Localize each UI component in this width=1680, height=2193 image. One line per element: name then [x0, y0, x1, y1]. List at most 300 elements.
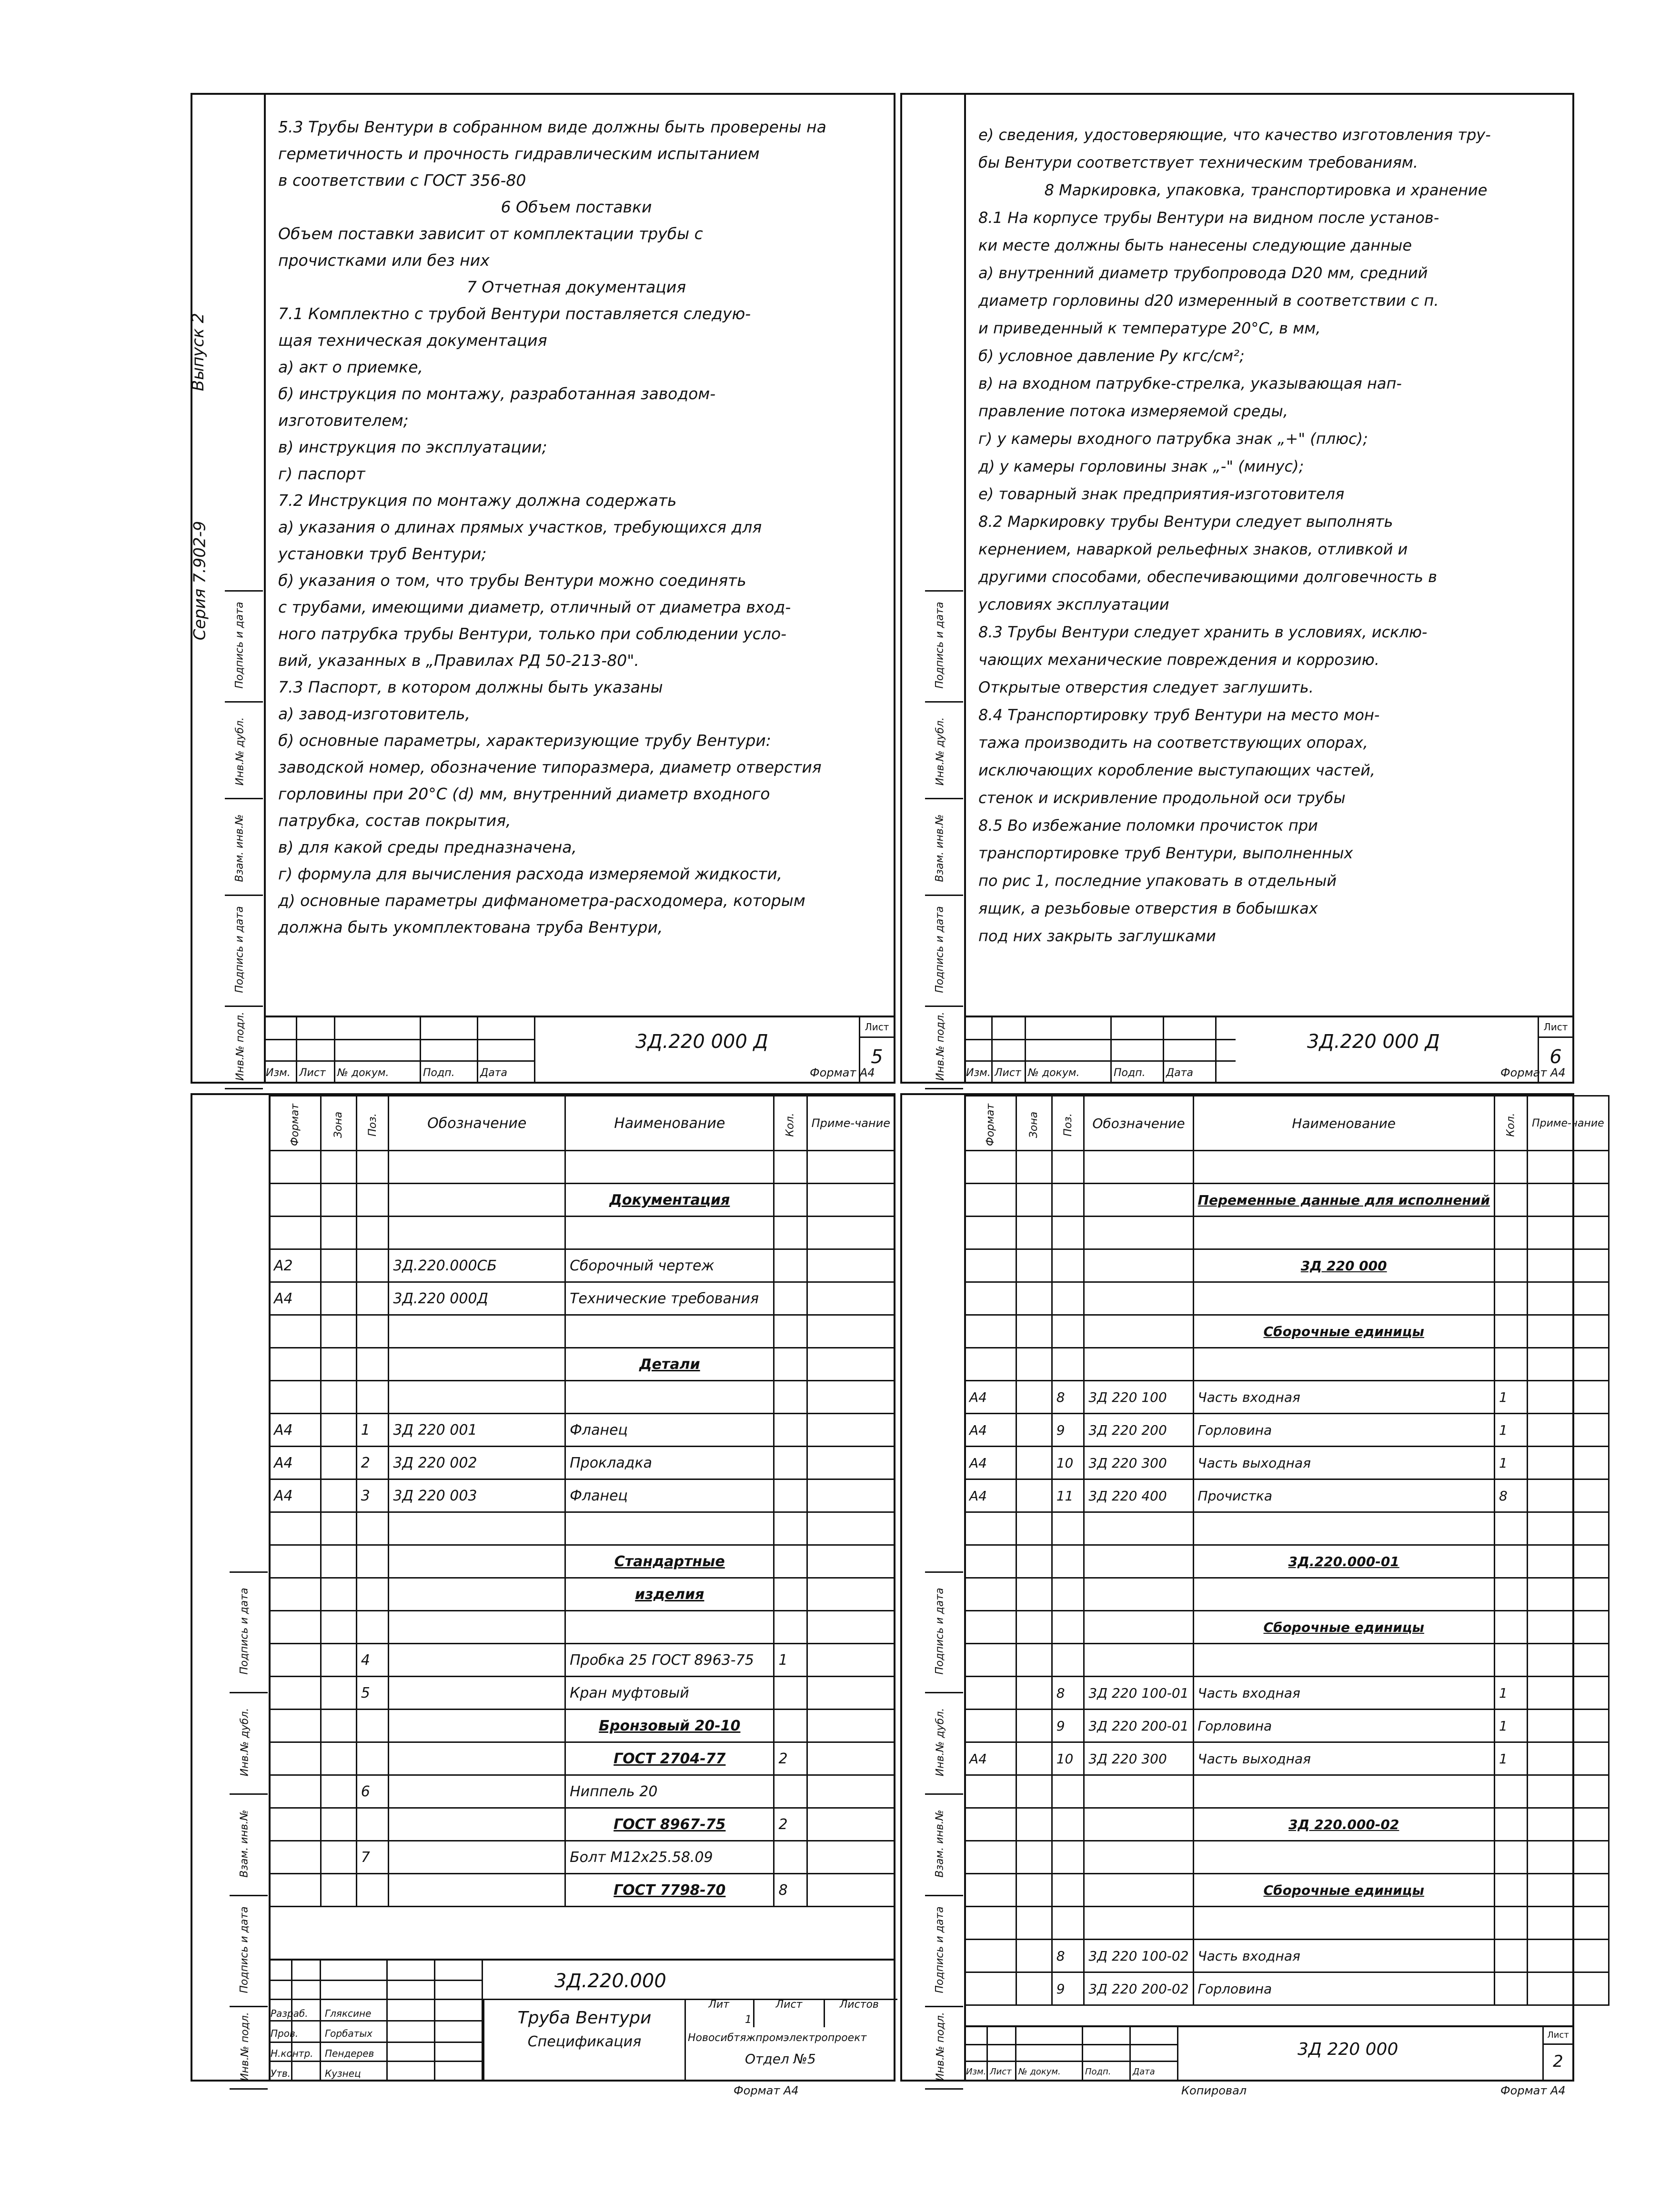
table-cell [321, 1677, 356, 1710]
table-cell [1193, 1907, 1494, 1940]
table-cell [965, 1972, 1016, 2005]
stamp-names [325, 2003, 374, 2083]
col-format: Формат [270, 1096, 321, 1151]
table-cell [1016, 1940, 1052, 1972]
stamp-col: № докум. [1028, 1067, 1080, 1079]
signer: Горбатых [325, 2028, 372, 2039]
table-cell: 8 [774, 1874, 807, 1907]
table-cell [321, 1414, 356, 1447]
table-cell [1494, 1972, 1527, 2005]
table-cell [1016, 1217, 1052, 1249]
table-cell [1193, 1841, 1494, 1874]
table-cell [807, 1447, 895, 1479]
sheet-box [1542, 2027, 1572, 2080]
strip-label: Инв.№ подл. [234, 1012, 246, 1081]
table-cell [321, 1710, 356, 1742]
table-cell [965, 1184, 1016, 1217]
table-cell [356, 1381, 389, 1414]
section-heading: 6 Объем поставки [501, 198, 652, 216]
document-code: 3Д.220.000 [554, 1970, 666, 1992]
table-cell [565, 1315, 774, 1348]
table-cell [321, 1184, 356, 1217]
text-line: 7.2 Инструкция по монтажу должна содержать [278, 491, 677, 510]
table-cell [1528, 1972, 1609, 2005]
table-cell [807, 1841, 895, 1874]
table-cell [1528, 1808, 1609, 1841]
page-5-text [278, 114, 875, 941]
table-cell [1494, 1348, 1527, 1381]
table-row [270, 1151, 895, 1184]
col-name: Наименование [1193, 1096, 1494, 1151]
table-row [965, 1479, 1609, 1512]
text-line: заводской номер, обозначение типоразмера, диаметр отверстия [278, 758, 822, 776]
table-cell [270, 1184, 321, 1217]
table-cell [1052, 1578, 1084, 1611]
table-cell [321, 1315, 356, 1348]
table-cell [1052, 1348, 1084, 1381]
table-cell: 11 [1052, 1479, 1084, 1512]
table-cell [1016, 1414, 1052, 1447]
col-format: Формат [965, 1096, 1016, 1151]
table-cell: 1 [1494, 1710, 1527, 1742]
table-cell: 8 [1494, 1479, 1527, 1512]
table-cell [321, 1742, 356, 1775]
table-cell [965, 1545, 1016, 1578]
table-cell [807, 1282, 895, 1315]
page-5-title-block [264, 1016, 894, 1082]
table-cell [1193, 1217, 1494, 1249]
text-line: транспортировке труб Вентури, выполненных [978, 844, 1353, 862]
table-cell [389, 1710, 565, 1742]
sheets-label: Листов [839, 1999, 879, 2011]
table-cell [356, 1217, 389, 1249]
table-cell [965, 1611, 1016, 1644]
table-cell [321, 1217, 356, 1249]
table-cell [270, 1348, 321, 1381]
sheet-number: 5 [871, 1046, 883, 1068]
signer: Пендерев [325, 2048, 374, 2059]
text-line: е) сведения, удостоверяющие, что качество изготовления тру- [978, 126, 1491, 144]
table-row [270, 1315, 895, 1348]
table-cell: 9 [1052, 1972, 1084, 2005]
table-cell [1528, 1414, 1609, 1447]
table-cell [270, 1841, 321, 1874]
page-6-title-block [964, 1016, 1572, 1082]
strip-label: Подпись и дата [934, 602, 946, 689]
table-cell [321, 1282, 356, 1315]
text-line: условиях эксплуатации [978, 595, 1169, 614]
role: Пров. [271, 2028, 299, 2039]
product-subtitle: Спецификация [527, 2033, 642, 2050]
table-row [965, 1808, 1609, 1841]
spec-1-table [269, 1095, 895, 1907]
stamp-col: Дата [1133, 2067, 1155, 2077]
table-cell [1528, 1447, 1609, 1479]
table-cell: 9 [1052, 1710, 1084, 1742]
table-cell [1084, 1808, 1193, 1841]
table-cell [270, 1545, 321, 1578]
table-cell [1528, 1578, 1609, 1611]
table-cell: Технические требования [565, 1282, 774, 1315]
table-row [270, 1282, 895, 1315]
table-cell: Переменные данные для исполнений [1193, 1184, 1494, 1217]
text-line: с трубами, имеющими диаметр, отличный от диаметра вход- [278, 598, 791, 616]
table-cell [565, 1611, 774, 1644]
table-cell [1193, 1151, 1494, 1184]
table-cell: Сборочные единицы [1193, 1874, 1494, 1907]
stamp-roles [271, 2003, 313, 2083]
table-cell [965, 1677, 1016, 1710]
strip-label: Инв.№ дубл. [934, 1708, 946, 1777]
text-line: и приведенный к температуре 20°С, в мм, [978, 319, 1321, 337]
col-designation: Обозначение [389, 1096, 565, 1151]
table-cell [389, 1775, 565, 1808]
table-cell [965, 1644, 1016, 1677]
table-row [270, 1808, 895, 1841]
text-line: Открытые отверстия следует заглушить. [978, 678, 1314, 696]
table-cell [1528, 1315, 1609, 1348]
spec-sheet-1 [191, 1093, 895, 2082]
text-line: в) для какой среды предназначена, [278, 838, 577, 856]
table-cell [1052, 1282, 1084, 1315]
table-row [270, 1414, 895, 1447]
text-line: б) инструкция по монтажу, разработанная заводом- [278, 384, 716, 403]
table-cell [389, 1545, 565, 1578]
table-cell [1494, 1315, 1527, 1348]
table-cell: Кран муфтовый [565, 1677, 774, 1710]
table-cell [321, 1644, 356, 1677]
table-cell: Часть выходная [1193, 1742, 1494, 1775]
copied-label: Копировал [1181, 2084, 1247, 2097]
table-cell [1528, 1874, 1609, 1907]
organization: Новосибтяжпромэлектропроект [688, 2032, 867, 2044]
table-cell [807, 1742, 895, 1775]
table-cell [389, 1217, 565, 1249]
table-cell [321, 1545, 356, 1578]
table-cell [356, 1742, 389, 1775]
table-cell [774, 1775, 807, 1808]
product-title-box [483, 1999, 686, 2080]
table-cell [807, 1381, 895, 1414]
table-cell [1193, 1775, 1494, 1808]
role: Н.контр. [271, 2048, 313, 2059]
table-cell [774, 1184, 807, 1217]
text-line: а) указания о длинах прямых участков, требующихся для [278, 518, 762, 536]
text-line: е) товарный знак предприятия-изготовителя [978, 485, 1345, 503]
stamp-col: Дата [480, 1067, 507, 1079]
page-5-approval-strip [225, 590, 263, 1087]
table-cell: 3Д 220 001 [389, 1414, 565, 1447]
table-cell: изделия [565, 1578, 774, 1611]
table-cell [1494, 1184, 1527, 1217]
table-cell [807, 1512, 895, 1545]
table-cell: 9 [1052, 1414, 1084, 1447]
table-row [270, 1249, 895, 1282]
strip-label: Инв.№ подл. [934, 1012, 946, 1081]
stamp-col: Лист [995, 1067, 1021, 1079]
table-cell: 1 [1494, 1742, 1527, 1775]
table-cell [356, 1282, 389, 1315]
table-cell [774, 1710, 807, 1742]
table-cell: 3Д 220 003 [389, 1479, 565, 1512]
table-cell [1052, 1315, 1084, 1348]
spec-2-approval-strip [925, 1571, 963, 2085]
table-cell: Прочистка [1193, 1479, 1494, 1512]
series-label: Серия 7.902-9 [190, 521, 210, 641]
text-line: кернением, наваркой рельефных знаков, отливкой и [978, 540, 1408, 558]
table-row [965, 1710, 1609, 1742]
page-6 [900, 93, 1574, 1084]
table-row [270, 1611, 895, 1644]
table-cell [965, 1710, 1016, 1742]
table-cell [1052, 1808, 1084, 1841]
table-cell: 1 [1494, 1447, 1527, 1479]
table-cell: Сборочные единицы [1193, 1315, 1494, 1348]
table-cell [1084, 1775, 1193, 1808]
table-cell: А4 [270, 1282, 321, 1315]
table-cell: ГОСТ 2704-77 [565, 1742, 774, 1775]
table-row [965, 1447, 1609, 1479]
table-cell [1528, 1381, 1609, 1414]
table-cell [1528, 1348, 1609, 1381]
table-cell: 6 [356, 1775, 389, 1808]
table-cell [965, 1808, 1016, 1841]
table-cell [965, 1578, 1016, 1611]
table-cell [965, 1217, 1016, 1249]
table-cell: 1 [1494, 1677, 1527, 1710]
table-cell [321, 1841, 356, 1874]
table-row [270, 1874, 895, 1907]
table-cell [774, 1512, 807, 1545]
table-cell [1016, 1972, 1052, 2005]
text-line: другими способами, обеспечивающими долговечность в [978, 568, 1437, 586]
table-row [965, 1512, 1609, 1545]
table-cell [1016, 1808, 1052, 1841]
table-cell [356, 1578, 389, 1611]
table-row [965, 1414, 1609, 1447]
table-row [965, 1841, 1609, 1874]
table-cell [965, 1874, 1016, 1907]
table-cell [270, 1644, 321, 1677]
stamp-col: Изм. [966, 2067, 986, 2077]
table-cell [1084, 1841, 1193, 1874]
table-row [270, 1447, 895, 1479]
text-line: установки труб Вентури; [278, 544, 487, 563]
table-cell: 3Д.220 000Д [389, 1282, 565, 1315]
table-row [270, 1841, 895, 1874]
table-cell: А4 [965, 1479, 1016, 1512]
col-note: Приме-чание [807, 1096, 895, 1151]
table-cell [321, 1381, 356, 1414]
text-line: ящик, а резьбовые отверстия в бобышках [978, 899, 1318, 917]
table-cell: 10 [1052, 1742, 1084, 1775]
text-line: г) формула для вычисления расхода измеряемой жидкости, [278, 865, 783, 883]
table-cell: 3Д 220 100-01 [1084, 1677, 1193, 1710]
table-row [270, 1479, 895, 1512]
table-cell [1016, 1742, 1052, 1775]
text-line: герметичность и прочность гидравлическим испытанием [278, 144, 760, 163]
table-cell [1528, 1677, 1609, 1710]
table-cell [1052, 1611, 1084, 1644]
table-cell: 3Д.220.000СБ [389, 1249, 565, 1282]
table-cell: Сборочные единицы [1193, 1611, 1494, 1644]
table-cell [774, 1611, 807, 1644]
table-cell [774, 1381, 807, 1414]
table-cell [807, 1710, 895, 1742]
strip-label: Подпись и дата [934, 906, 946, 993]
table-cell [1494, 1217, 1527, 1249]
table-cell [1494, 1775, 1527, 1808]
table-cell [965, 1907, 1016, 1940]
strip-label: Взам. инв.№ [238, 1810, 251, 1878]
table-cell [1052, 1151, 1084, 1184]
table-cell [1084, 1874, 1193, 1907]
table-cell [807, 1808, 895, 1841]
table-cell [1016, 1677, 1052, 1710]
table-cell [1016, 1644, 1052, 1677]
text-line: 7.1 Комплектно с трубой Вентури поставляется следую- [278, 304, 751, 323]
section-heading: 7 Отчетная документация [466, 278, 686, 296]
table-cell [807, 1348, 895, 1381]
col-pos: Поз. [356, 1096, 389, 1151]
table-cell [356, 1184, 389, 1217]
table-cell [807, 1414, 895, 1447]
table-row [965, 1578, 1609, 1611]
page-6-margin [902, 95, 966, 1082]
text-line: тажа производить на соответствующих опорах, [978, 734, 1368, 752]
table-cell [1016, 1184, 1052, 1217]
table-cell [321, 1775, 356, 1808]
table-cell [1528, 1611, 1609, 1644]
table-cell [1016, 1841, 1052, 1874]
table-row [965, 1184, 1609, 1217]
table-cell [389, 1381, 565, 1414]
stamp-col: Изм. [266, 1067, 291, 1079]
table-cell [1016, 1545, 1052, 1578]
section-heading: 8 Маркировка, упаковка, транспортировка и хранение [1044, 181, 1488, 199]
table-cell [321, 1151, 356, 1184]
table-cell [1494, 1545, 1527, 1578]
sheet-number: 1 [745, 2014, 752, 2026]
table-cell [565, 1151, 774, 1184]
table-cell [356, 1151, 389, 1184]
strip-label: Подпись и дата [233, 906, 246, 993]
spec-1-title-block [269, 1959, 894, 2080]
table-cell [270, 1381, 321, 1414]
text-line: а) акт о приемке, [278, 358, 423, 376]
text-line: в) на входном патрубке-стрелка, указывающая нап- [978, 374, 1402, 392]
table-cell [774, 1447, 807, 1479]
sheet-number: 6 [1549, 1046, 1562, 1068]
table-cell [965, 1775, 1016, 1808]
table-cell: ГОСТ 7798-70 [565, 1874, 774, 1907]
stamp-col: № докум. [1018, 2067, 1061, 2077]
table-cell [389, 1578, 565, 1611]
table-cell [965, 1315, 1016, 1348]
table-cell [1016, 1578, 1052, 1611]
signer: Гляксине [325, 2008, 372, 2019]
table-cell [270, 1710, 321, 1742]
table-cell [1494, 1940, 1527, 1972]
table-cell: А4 [965, 1742, 1016, 1775]
table-row [270, 1742, 895, 1775]
format-label: Формат А4 [1500, 2084, 1566, 2097]
spec-2-title-block [964, 2025, 1572, 2080]
table-cell [1016, 1249, 1052, 1282]
table-cell: Документация [565, 1184, 774, 1217]
table-cell [1084, 1907, 1193, 1940]
table-cell: А4 [965, 1447, 1016, 1479]
table-cell [1494, 1578, 1527, 1611]
table-cell: Часть входная [1193, 1677, 1494, 1710]
sheet-label: Лист [754, 1999, 825, 2027]
table-cell [965, 1282, 1016, 1315]
table-cell [1084, 1644, 1193, 1677]
strip-label: Взам. инв.№ [233, 814, 246, 882]
table-cell [389, 1512, 565, 1545]
sheet-label: Лист [860, 1017, 894, 1038]
table-cell [321, 1249, 356, 1282]
table-cell [1528, 1775, 1609, 1808]
table-cell [1052, 1184, 1084, 1217]
table-cell [270, 1808, 321, 1841]
strip-label: Подпись и дата [934, 1906, 946, 1993]
table-cell [321, 1479, 356, 1512]
table-cell [807, 1151, 895, 1184]
table-cell [807, 1611, 895, 1644]
text-line: изготовителем; [278, 411, 409, 430]
table-cell [1528, 1512, 1609, 1545]
table-cell: 5 [356, 1677, 389, 1710]
table-row [965, 1381, 1609, 1414]
table-cell [270, 1578, 321, 1611]
table-cell [1084, 1315, 1193, 1348]
table-cell [807, 1479, 895, 1512]
table-cell: 3Д 220 100-02 [1084, 1940, 1193, 1972]
table-row [965, 1545, 1609, 1578]
table-cell [807, 1184, 895, 1217]
table-row [965, 1907, 1609, 1940]
table-cell [321, 1808, 356, 1841]
table-cell [1528, 1907, 1609, 1940]
table-row [270, 1578, 895, 1611]
table-cell [807, 1644, 895, 1677]
table-cell: 3Д.220.000-01 [1193, 1545, 1494, 1578]
table-cell [965, 1940, 1016, 1972]
table-cell [270, 1874, 321, 1907]
table-cell [1528, 1479, 1609, 1512]
table-cell: 3Д 220 200 [1084, 1414, 1193, 1447]
table-cell [321, 1447, 356, 1479]
text-line: горловины при 20°С (d) мм, внутренний диаметр входного [278, 785, 770, 803]
table-row [965, 1775, 1609, 1808]
table-cell [1016, 1611, 1052, 1644]
role: Разраб. [271, 2008, 308, 2019]
table-cell [389, 1644, 565, 1677]
table-cell [270, 1512, 321, 1545]
table-cell: Прокладка [565, 1447, 774, 1479]
table-cell: 4 [356, 1644, 389, 1677]
table-cell [774, 1545, 807, 1578]
table-cell [774, 1249, 807, 1282]
table-row [965, 1249, 1609, 1282]
table-cell [774, 1841, 807, 1874]
table-cell [389, 1184, 565, 1217]
text-line: исключающих коробление выступающих частей, [978, 761, 1376, 779]
table-cell [356, 1874, 389, 1907]
spec-2-table [964, 1095, 1610, 2006]
table-cell [389, 1611, 565, 1644]
